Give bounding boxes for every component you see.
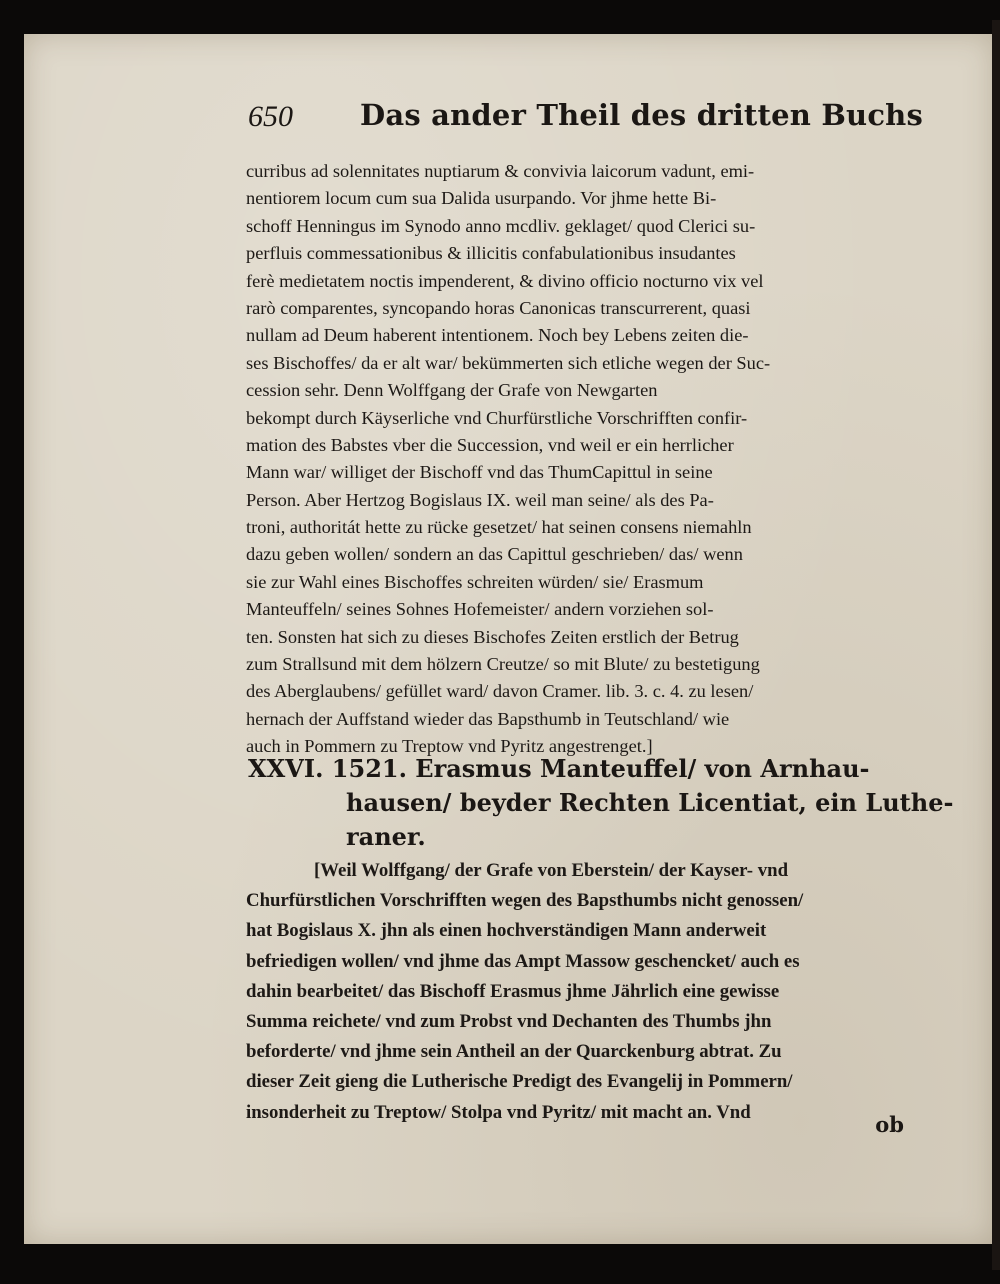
text-line: [Weil Wolffgang/ der Grafe von Eberstein/ der Kayser- vnd bbox=[314, 860, 789, 881]
heading-line: XXVI. 1521. Erasmus Manteuffel/ von Arnhau- bbox=[248, 754, 870, 783]
text-line: nentiorem locum cum sua Dalida usurpando. Vor jhme hette Bi- bbox=[246, 188, 717, 209]
paragraph-continued bbox=[246, 158, 910, 761]
text-line: curribus ad solennitates nuptiarum & convivia laicorum vadunt, emi- bbox=[246, 161, 755, 181]
text-line: troni, authoritát hette zu rücke gesetzet/ hat seinen consens niemahln bbox=[246, 517, 752, 538]
heading-line: raner. bbox=[346, 822, 426, 851]
text-line: Person. Aber Hertzog Bogislaus IX. weil man seine/ als des Pa- bbox=[246, 489, 714, 510]
text-line: cession sehr. Denn Wolffgang der Grafe von Newgarten bbox=[246, 380, 658, 401]
text-line: bekompt durch Käyserliche vnd Churfürstliche Vorschrifften confir- bbox=[246, 407, 748, 428]
text-line: des Aberglaubens/ gefüllet ward/ davon Cramer. lib. 3. c. 4. zu lesen/ bbox=[246, 681, 754, 702]
text-line: ferè medietatem noctis impenderent, & divino officio nocturno vix vel bbox=[246, 270, 764, 291]
text-line: hernach der Auffstand wieder das Bapsthumb in Teutschland/ wie bbox=[246, 708, 730, 729]
text-line: rarò comparentes, syncopando horas Canonicas transcurrerent, quasi bbox=[246, 297, 751, 318]
text-line: schoff Henningus im Synodo anno mcdliv. geklaget/ quod Clerici su- bbox=[246, 215, 756, 236]
text-line: dahin bearbeitet/ das Bischoff Erasmus jhme Jährlich eine gewisse bbox=[246, 980, 780, 1002]
text-line: dieser Zeit gieng die Lutherische Predigt des Evangelij in Pommern/ bbox=[246, 1071, 793, 1093]
text-line: Manteuffeln/ seines Sohnes Hofemeister/ andern vorziehen sol- bbox=[246, 599, 714, 620]
running-title: Das ander Theil des dritten Buchs bbox=[360, 98, 923, 132]
text-line: befriedigen wollen/ vnd jhme das Ampt Massow geschencket/ auch es bbox=[246, 950, 800, 972]
text-line: perfluis commessationibus & illicitis confabulationibus insudantes bbox=[246, 243, 736, 264]
text-line: ten. Sonsten hat sich zu dieses Bischofes Zeiten erstlich der Betrug bbox=[246, 626, 739, 647]
text-line: Mann war/ williget der Bischoff vnd das ThumCapittul in seine bbox=[246, 462, 713, 483]
text-line: ses Bischoffes/ da er alt war/ bekümmerten sich etliche wegen der Suc- bbox=[246, 352, 771, 373]
text-line: zum Strallsund mit dem hölzern Creutze/ so mit Blute/ zu bestetigung bbox=[246, 654, 760, 675]
section-paragraph bbox=[246, 856, 910, 1128]
page-number: 650 bbox=[248, 100, 293, 133]
text-line: beforderte/ vnd jhme sein Antheil an der Quarckenburg abtrat. Zu bbox=[246, 1041, 782, 1063]
text-line: auch in Pommern zu Treptow vnd Pyritz angestrenget.] bbox=[246, 736, 653, 757]
text-line: insonderheit zu Treptow/ Stolpa vnd Pyritz/ mit macht an. Vnd bbox=[246, 1101, 751, 1123]
text-line: nullam ad Deum haberent intentionem. Noch bey Lebens zeiten die- bbox=[246, 325, 749, 346]
heading-line: hausen/ beyder Rechten Licentiat, ein Luthe- bbox=[346, 788, 954, 817]
text-line: dazu geben wollen/ sondern an das Capittul geschrieben/ das/ wenn bbox=[246, 544, 743, 565]
section-heading bbox=[248, 752, 954, 854]
page-header bbox=[248, 98, 923, 144]
catchword: ob bbox=[875, 1112, 904, 1137]
text-line: sie zur Wahl eines Bischoffes schreiten würden/ sie/ Erasmum bbox=[246, 571, 704, 592]
text-line: Churfürstlichen Vorschrifften wegen des Bapsthumbs nicht genossen/ bbox=[246, 890, 804, 912]
text-line: mation des Babstes vber die Succession, vnd weil er ein herrlicher bbox=[246, 434, 734, 455]
page-edge-shadow bbox=[992, 20, 1000, 1270]
text-line: Summa reichete/ vnd zum Probst vnd Dechanten des Thumbs jhn bbox=[246, 1010, 772, 1032]
text-line: hat Bogislaus X. jhn als einen hochverständigen Mann anderweit bbox=[246, 920, 767, 942]
